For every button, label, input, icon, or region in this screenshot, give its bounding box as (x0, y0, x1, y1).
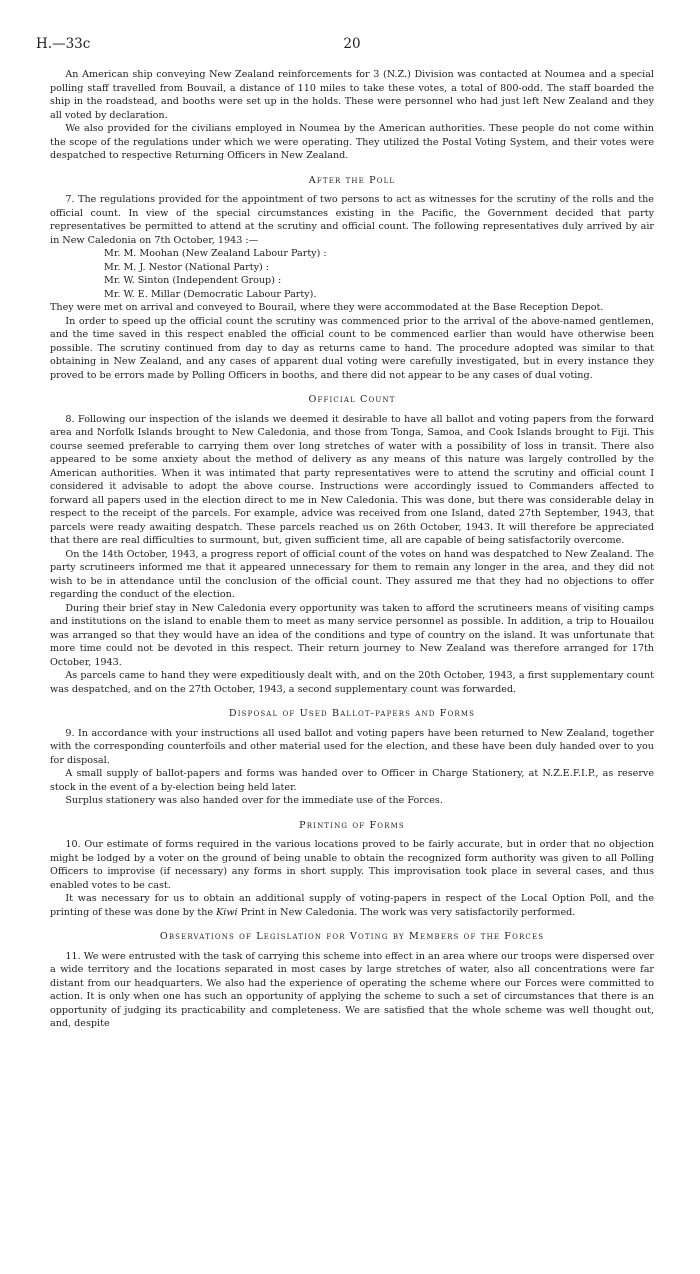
paragraph: As parcels came to hand they were expeditiously dealt with, and on the 20th October, 1943, a first supplementary count was despatched, and on the 27th October, 1943, a second supplementary count was forwarded. (50, 670, 654, 695)
paragraph: In order to speed up the official count the scrutiny was commenced prior to the arrival of the above-named gentlemen, and the time saved in this respect enabled the official count to be commenced earlier than would have otherwise been possible. The scrutiny continued from day to day as returns came to hand. The procedure adopted was similar to that obtaining in New Zealand, and any cases of apparent dual voting were carefully investigated, but in every instance they proved to be errors made by Polling Officers in booths, and there did not appear to be any cases of dual voting. (50, 315, 654, 381)
section-heading-after-the-poll: After the Poll (308, 174, 396, 186)
kiwi-italic: Kiwi (216, 906, 238, 918)
paragraph: On the 14th October, 1943, a progress report of official count of the votes on hand was despatched to New Zealand. The party scrutineers informed me that it appeared unnecessary for them to remain any longer in the area, and they did not wish to be in attendance until the conclusion of the official count. They assured me that they had no objections to offer regarding the conduct of the election. (50, 548, 654, 600)
page-header (36, 36, 654, 60)
paragraph: We also provided for the civilians employed in Noumea by the American authorities. These people do not come within the scope of the regulations under which we were operating. They utilized the Postal Voting System, and their votes were despatched to respective Returning Officers in New Zealand. (50, 123, 654, 161)
paragraph: An American ship conveying New Zealand reinforcements for 3 (N.Z.) Division was contacted at Noumea and a special polling staff travelled from Bouvail, a distance of 110 miles to take these votes, a total of 800-odd. The staff boarded the ship in the roadstead, and booths were set up in the holds. These were personnel who had just left New Zealand and they all voted by declaration. (50, 69, 654, 121)
paragraph: During their brief stay in New Caledonia every opportunity was taken to afford the scrutineers means of visiting camps and institutions on the island to enable them to meet as many service personnel as possible. In addition, a trip to Houailou was arranged so that they would have an idea of the conditions and type of country on the island. It was unfortunate that more time could not be devoted in this respect. Their return journey to New Zealand was therefore arranged for 17th October, 1943. (50, 602, 654, 668)
paragraph: They were met on arrival and conveyed to Bourail, where they were accommodated at the Base Reception Depot. (50, 302, 604, 313)
paragraph: Surplus stationery was also handed over for the immediate use of the Forces. (65, 795, 443, 806)
paragraph: 8. Following our inspection of the islands we deemed it desirable to have all ballot and voting papers from the forward area and Norfolk Islands brought to New Caledonia, and those from Tonga, Samoa, and Cook Islands brought to Fiji. This course seemed preferable to carrying them over long stretches of water with a possibility of loss in transit. There also appeared to be some anxiety about the method of delivery as any means of this nature was largely controlled by the American authorities. When it was intimated that party representatives were to attend the scrutiny and official count I considered it advisable to adopt the above course. Instructions were accordingly issued to Commanders affected to forward all papers used in the election direct to me in New Caledonia. This was done, but there was considerable delay in respect to the receipt of the parcels. For example, advice was received from one Island, dated 27th September, 1943, that parcels were ready awaiting despatch. These parcels reached us on 26th October, 1943. It will therefore be appreciated that there are real difficulties to surmount, but, given sufficient time, all are capable of being satisfactorily overcome. (50, 413, 654, 546)
paragraph: A small supply of ballot-papers and forms was handed over to Officer in Charge Stationery, at N.Z.E.F.I.P., as reserve stock in the event of a by-election being held later. (50, 768, 654, 793)
list-item: Mr. W. Sinton (Independent Group) : (104, 275, 282, 286)
section-heading-official-count: Official Count (308, 394, 396, 405)
section-heading-disposal: Disposal of Used Ballot-papers and Forms (228, 708, 476, 719)
text-run: It was necessary for us to obtain an additional supply of voting-papers in respect of the Local Option Poll, and the printing of these was done by the (50, 893, 654, 918)
list-item: Mr. W. E. Millar (Democratic Labour Party). (104, 288, 317, 300)
text-run: Print in New Caledonia. The work was very satisfactorily performed. (237, 906, 576, 918)
list-item: Mr. M. Moohan (New Zealand Labour Party) : (104, 248, 327, 259)
paragraph: 7. The regulations provided for the appointment of two persons to act as witnesses for the scrutiny of the rolls and the official count. In view of the special circumstances existing in the Pacific, the Government decided that party representatives be permitted to attend at the scrutiny and official count. The following representatives duly arrived by air in New Caledonia on 7th October, 1943 :— (50, 194, 654, 246)
paragraph: 9. In accordance with your instructions all used ballot and voting papers have been returned to New Zealand, together with the corresponding counterfoils and other material used for the election, and these have been duly handed over to you for disposal. (50, 727, 654, 766)
list-item: Mr. M. J. Nestor (National Party) : (104, 261, 270, 273)
paragraph (50, 892, 654, 919)
section-heading-printing-of-forms: Printing of Forms (299, 819, 405, 831)
representatives-list (50, 247, 654, 301)
paragraph: 11. We were entrusted with the task of carrying this scheme into effect in an area where our troops were dispersed over a wide territory and the locations separated in most cases by large stretches of water, also all concentrations were far distant from our headquarters. We also had the experience of operating the scheme where our Forces were committed to action. It is only when one has such an opportunity of applying the scheme to such a set of circumstances that there is an opportunity of judging its practicability and completeness. We are satisfied that the whole scheme was well thought out, and, despite (50, 950, 654, 1029)
section-heading-observations: Observations of Legislation for Voting by Members of the Forces (159, 931, 545, 942)
document-reference: H.—33c (36, 36, 91, 52)
paragraph: 10. Our estimate of forms required in the various locations proved to be fairly accurate, but in order that no objection might be lodged by a voter on the ground of being unable to obtain the recognized form authority was given to all Polling Officers to improvise (if necessary) any forms in short supply. This improvisation took place in several cases, and thus enabled votes to be cast. (50, 839, 654, 891)
page-number: 20 (343, 36, 361, 52)
